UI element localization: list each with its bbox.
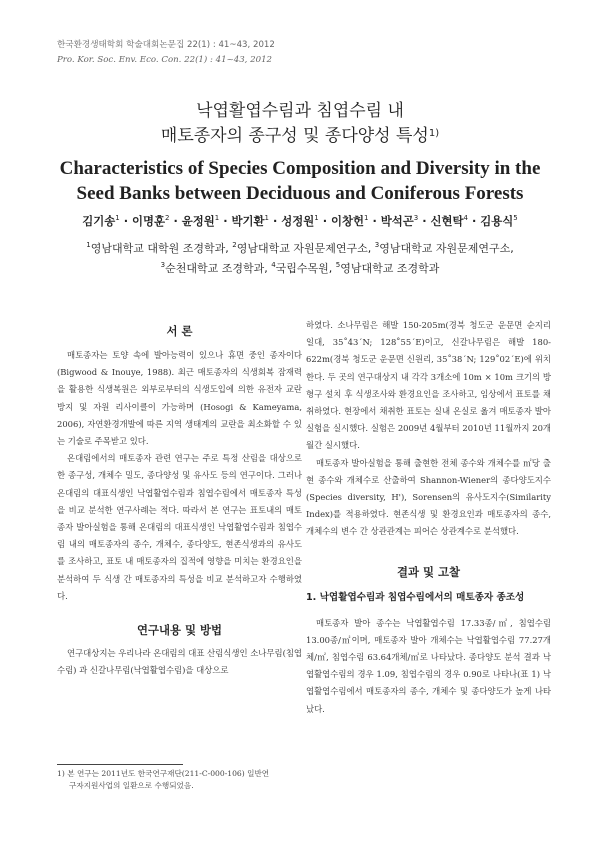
author-affiliation-mark: 2 [165, 214, 170, 222]
author-affiliation-mark: 1 [364, 214, 369, 222]
methods-paragraph-1: 연구대상지는 우리나라 온대림의 대표 산림식생인 소나무림(침엽수림) 과 신갈나무림(낙엽활엽수림)을 대상으로 [57, 648, 303, 676]
author-name: 신현탁 [430, 214, 464, 228]
author-affiliation-mark: 4 [463, 214, 468, 222]
footnote-line1: 1) 본 연구는 2011년도 한국연구재단(211-C-000-106) 일반연 [57, 769, 270, 778]
affiliation-mark: 3 [374, 241, 380, 249]
right-column [306, 317, 551, 718]
english-title-line1: Characteristics of Species Composition and Diversity in the [59, 158, 541, 179]
author-affiliation-mark: 5 [513, 214, 518, 222]
author-separator: · [368, 214, 381, 228]
intro-heading: 서 론 [166, 324, 193, 338]
methods-paragraph-2: 매토종자 발아실험을 통해 출현한 전체 종수와 개체수를 ㎡당 출현 종수와 개체수로 산출하여 Shannon-Wiener의 종다양도지수(Species diversity, H'), Sorensen의 유사도지수(Similarity Index)를 적용하였다. 현존식생 및 환경요인과 매토종자의 종수, 개체수의 변수 간 상관관계는 피어슨 상관계수로 분석했다. [306, 457, 551, 537]
author-separator: · [318, 214, 331, 228]
author-name: 이명훈 [132, 214, 166, 228]
author-separator: · [268, 214, 282, 228]
results-paragraph-1: 매토종자 발아 종수는 낙엽활엽수림 17.33종/㎡, 침엽수림 13.00종/㎡이며, 매토종자 발아 개체수는 낙엽활엽수림 77.27개체/㎡, 침엽수림 63.64개체/㎡로 나타났다. 종다양도 분석 결과 낙엽활엽수림의 경우 1.09, 침엽수림의 경우 0.90로 나타나(표 1) 낙엽활엽수림에서 매토종자의 종수, 개체수 및 종다양도가 높게 나타났다. [306, 617, 551, 714]
intro-paragraph-2: 온대림에서의 매토종자 관련 연구는 주로 특정 산림을 대상으로 한 종구성, 개체수 밀도, 종다양성 및 유사도 등의 연구이다. 그러나 온대림의 대표식생인 낙엽활엽수림과 침엽수림에서 매토종자 특성을 비교 분석한 연구사례는 적다. 따라서 본 연구는 표토내의 매토종자 발아실험을 통해 온대림의 대표식생인 낙엽활엽수림과 침엽수림 내의 매토종자의 종수, 개체수, 종다양도, 현존식생과의 유사도를 조사하고, 표토 내 매토종자의 집적에 영향을 미치는 환경요인을 분석하여 두 식생 간 매토종자의 특성을 비교 분석하고자 수행하였다. [57, 453, 302, 601]
affiliation-line2 [0, 257, 600, 277]
english-title-line2: Seed Banks between Deciduous and Coniferous Forests [76, 183, 524, 204]
affiliation-mark: 1 [86, 241, 91, 249]
affiliation-text: 국립수목원, [275, 262, 336, 275]
author-separator: · [219, 214, 232, 228]
author-name: 윤정원 [181, 214, 215, 228]
author-separator: · [418, 214, 431, 228]
author-separator: · [169, 214, 182, 228]
footnote-rule [57, 764, 183, 765]
author-separator: · [119, 214, 132, 228]
affiliation-text: 영남대학교 조경학과 [340, 262, 440, 275]
affiliation-mark: 4 [271, 261, 276, 269]
author-name: 박석곤 [380, 214, 414, 228]
author-affiliation-mark: 3 [413, 214, 419, 222]
author-affiliation-mark: 1 [314, 214, 319, 222]
affiliation-text: 영남대학교 자원문제연구소, [379, 242, 514, 255]
author-list [0, 210, 600, 229]
footnote-line2: 구자지원사업의 일환으로 수행되었음. [69, 781, 194, 790]
left-column [57, 320, 302, 679]
korean-title-line2 [0, 123, 600, 147]
methods-heading: 연구내용 및 방법 [137, 623, 222, 638]
affiliation-mark: 5 [335, 261, 341, 269]
methods-paragraph-continued: 하였다. 소나무림은 해발 150-205m(경북 청도군 운문면 순지리 일대, 35˚43´N; 128˚55´E)이고, 신갈나무림은 해발 180-622m(경북 청도군 운문면 신원리, 35˚38´N; 129˚02´E)에 위치한다. 두 곳의 연구대상지 내 각각 3개소에 10m × 10m 크기의 방형구 설치 후 식생조사와 환경요인을 조사하고, 임상에서 표토를 채취하였다. 현장에서 채취한 표토는 실내 온실로 옮겨 매토종자 발아실험을 실시했다. 실험은 2009년 4월부터 2010년 11월까지 20개월간 실시했다. [306, 320, 551, 451]
results-heading: 결과 및 고찰 [397, 564, 460, 579]
intro-paragraph-1: 매토종자는 토양 속에 발아능력이 있으나 휴면 중인 종자이다(Bigwood & Inouye, 1988). 최근 매토종자의 식생회복 잠재력을 활용한 식생복원은 외부로부터의 식생도입에 의한 유전자 교란방지 및 자원 리사이클이 가능하며 (Hosogi & Kameyama, 2006), 자연환경개발에 따른 지역 생태계의 교란을 최소화할 수 있는 기술로 주목받고 있다. [57, 350, 302, 447]
author-name: 박기환 [231, 214, 265, 228]
affiliation-mark: 3 [160, 261, 166, 269]
korean-title-line1: 낙엽활엽수림과 침엽수림 내 [196, 101, 404, 121]
affiliation-line1 [0, 237, 600, 257]
title-footnote-mark: 1) [428, 128, 440, 139]
author-affiliation-mark: 1 [264, 214, 269, 222]
author-separator: · [467, 214, 481, 228]
author-name: 이창헌 [331, 214, 365, 228]
journal-citation-korean: 한국환경생태학회 학술대회논문집 22(1) : 41~43, 2012 [57, 40, 275, 50]
affiliation-text: 영남대학교 대학원 조경학과, [90, 242, 233, 255]
affiliation-mark: 2 [232, 241, 237, 249]
author-affiliation-mark: 1 [115, 214, 120, 222]
korean-title-text: 매토종자의 종구성 및 종다양성 특성 [160, 126, 429, 146]
affiliation-text: 순천대학교 조경학과, [165, 262, 272, 275]
journal-citation-english: Pro. Kor. Soc. Env. Eco. Con. 22(1) : 41~43, 2012 [57, 55, 273, 65]
results-subheading-1: 1. 낙엽활엽수림과 침엽수림에서의 매토종자 종조성 [306, 591, 525, 603]
affiliation-text: 영남대학교 자원문제연구소, [236, 242, 375, 255]
author-name: 성정원 [281, 214, 315, 228]
author-name: 김기송 [82, 214, 116, 228]
author-name: 김용식 [480, 214, 514, 228]
author-affiliation-mark: 1 [214, 214, 220, 222]
footnote [57, 768, 302, 792]
